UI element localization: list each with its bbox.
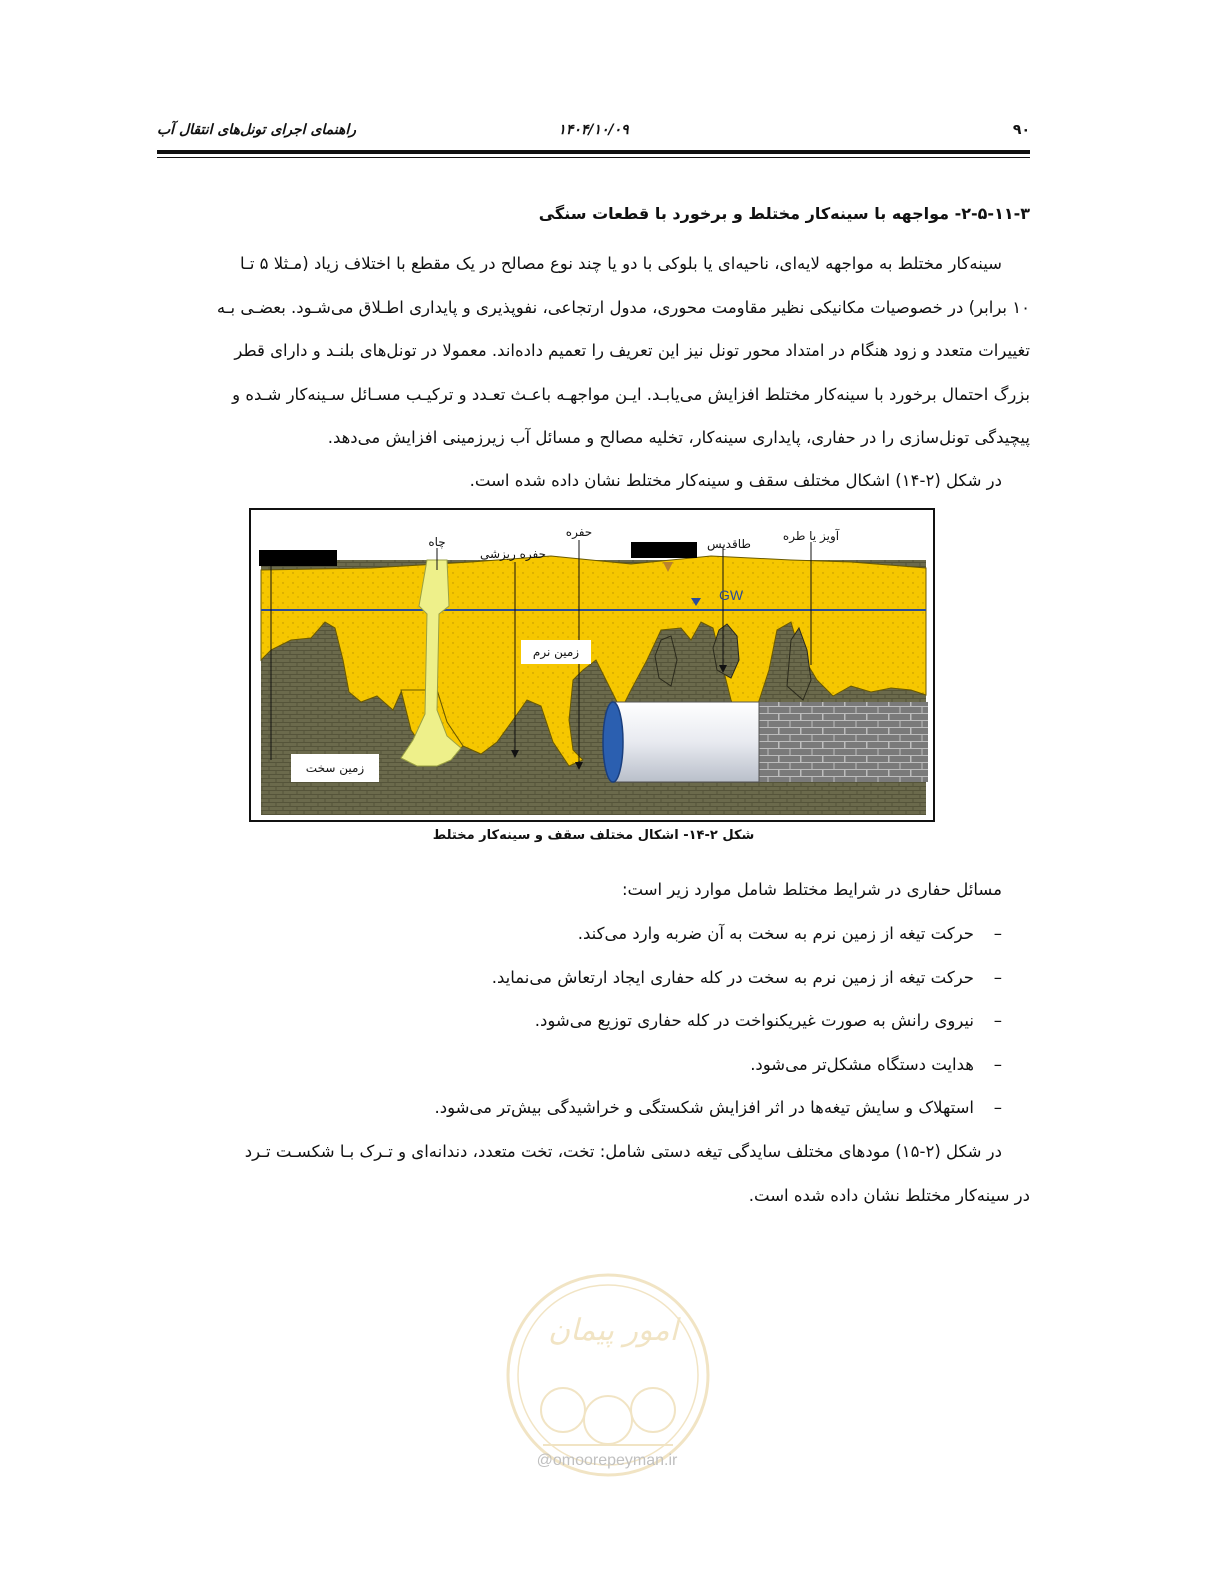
paragraph-line: تغییرات متعدد و زود هنگام در امتداد محور تونل نیز این تعریف را تعمیم داده‌اند. معمولا در تونل‌های بلنـد و دارای قطر bbox=[234, 341, 1030, 360]
paragraph-line: پیچیدگی تونل‌سازی را در حفاری، پایداری سینه‌کار، تخلیه مصالح و مسائل آب زیرزمینی افزایش می‌دهد. bbox=[327, 428, 1030, 447]
section-heading: ۲-۵-۱۱-۳- مواجهه با سینه‌کار مختلط و برخورد با قطعات سنگی bbox=[538, 204, 1030, 223]
list-item-text: نیروی رانش به صورت غیریکنواخت در کله حفاری توزیع می‌شود. bbox=[534, 1011, 974, 1030]
tunnel-lining bbox=[756, 702, 928, 782]
label-collapse-cavity: حفره ریزشی bbox=[479, 547, 547, 561]
list-item bbox=[162, 956, 1002, 1000]
list-item-text: حرکت تیغه از زمین نرم به سخت در کله حفاری ایجاد ارتعاش می‌نماید. bbox=[491, 967, 974, 987]
watermark-url: @omoorepeyman.ir bbox=[536, 1452, 678, 1469]
list-item-text: هدایت دستگاه مشکل‌تر می‌شود. bbox=[750, 1054, 974, 1074]
header-title: راهنمای اجرای تونل‌های انتقال آب bbox=[157, 122, 357, 138]
list-item bbox=[162, 912, 1002, 956]
page-number: ۹۰ bbox=[1012, 122, 1030, 138]
label-anticline: طاقدیس bbox=[707, 537, 751, 551]
page-header bbox=[157, 120, 1030, 144]
list-dash: – bbox=[993, 1098, 1002, 1117]
list-intro: مسائل حفاری در شرایط مختلط شامل موارد زیر است: bbox=[621, 880, 1002, 899]
list-item bbox=[162, 1086, 1002, 1130]
header-rule-thick bbox=[157, 150, 1030, 154]
list-dash: – bbox=[993, 967, 1002, 987]
label-soft-ground: زمین نرم bbox=[532, 645, 580, 659]
watermark-logo bbox=[503, 1270, 713, 1480]
paragraph-wear-modes bbox=[157, 1130, 1030, 1217]
paragraph-line: سینه‌کار مختلط به مواجهه لایه‌ای، ناحیه‌ای یا بلوکی با دو یا چند نوع مصالح در یک مقطع با اختلاف زیاد (مـثلا ۵ تـا bbox=[239, 254, 1002, 273]
figure-caption: شکل ۲-۱۴- اشکال مختلف سقف و سینه‌کار مختلط bbox=[432, 828, 755, 843]
list-dash: – bbox=[993, 924, 1002, 943]
paragraph-line: در شکل (۲-۱۵) مودهای مختلف سایدگی تیغه دستی شامل: تخت، تخت متعدد، دندانه‌ای و تـرک بـا شکسـت تـرد bbox=[244, 1142, 1002, 1161]
paragraph-mixed-face-definition bbox=[157, 242, 1030, 460]
label-gw: GW bbox=[718, 587, 744, 603]
list-item-text: حرکت تیغه از زمین نرم به سخت به آن ضربه وارد می‌کند. bbox=[577, 924, 974, 943]
list-item bbox=[162, 999, 1002, 1043]
label-cavity: حفره bbox=[565, 525, 593, 539]
figure-svg bbox=[251, 510, 933, 820]
label-pipe-roof: آویز یا طره bbox=[782, 529, 840, 543]
header-rule-thin bbox=[157, 157, 1030, 158]
watermark-text: امور پیمان bbox=[548, 1313, 678, 1348]
header-date: ۱۴۰۴/۱۰/۰۹ bbox=[558, 122, 629, 138]
redaction-bar-left bbox=[259, 550, 337, 566]
paragraph-figure-reference: در شکل (۲-۱۴) اشکال مختلف سقف و سینه‌کار مختلط نشان داده شده است. bbox=[469, 471, 1002, 490]
list-item bbox=[162, 1043, 1002, 1087]
label-hard-ground: زمین سخت bbox=[305, 761, 365, 775]
tbm-cutterhead bbox=[603, 702, 623, 782]
paragraph-line: بزرگ احتمال برخورد با سینه‌کار مختلط افزایش می‌یابـد. ایـن مواجهـه باعـث تعـدد و ترکیـب مسـائل سـینه‌کار شـده و bbox=[232, 384, 1030, 404]
list-dash: – bbox=[993, 1054, 1002, 1074]
drilling-issues-list bbox=[162, 912, 1002, 1130]
list-item-text: استهلاک و سایش تیغه‌ها در اثر افزایش شکستگی و خراشیدگی بیش‌تر می‌شود. bbox=[434, 1098, 974, 1117]
label-well: چاه bbox=[428, 535, 446, 549]
paragraph-line: در سینه‌کار مختلط نشان داده شده است. bbox=[748, 1185, 1030, 1205]
redaction-bar-right bbox=[631, 542, 697, 558]
tbm-shield bbox=[611, 702, 759, 782]
figure-mixed-face-diagram bbox=[249, 508, 935, 822]
list-dash: – bbox=[993, 1011, 1002, 1030]
paragraph-line: ۱۰ برابر) در خصوصیات مکانیکی نظیر مقاومت محوری، مدول ارتجاعی، نفوپذیری و پایداری اطـلاق می‌شـود. بعضـی بـه bbox=[216, 297, 1030, 317]
